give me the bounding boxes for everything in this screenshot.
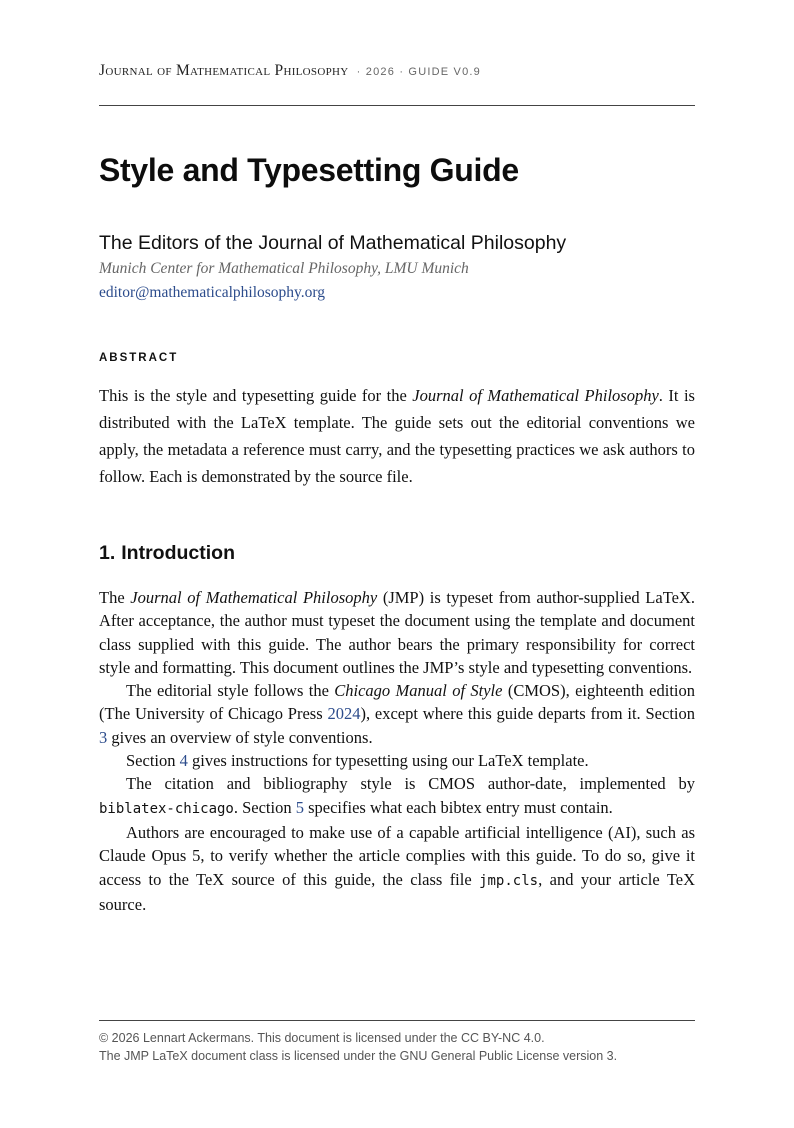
code-jmp-cls: jmp.cls xyxy=(479,872,539,889)
footer-divider xyxy=(99,1020,695,1021)
abstract-label: ABSTRACT xyxy=(99,352,179,364)
author-name: The Editors of the Journal of Mathematical Philosophy xyxy=(99,232,567,254)
footer-class-license-line: The JMP LaTeX document class is licensed under the GNU General Public License version 3. xyxy=(99,1049,618,1063)
section-number: 1. xyxy=(99,542,116,564)
running-head xyxy=(99,62,695,80)
abstract-text: This is the style and typesetting guide for the Journal of Mathematical Philosophy. It is distributed with the LaTeX template. The guide sets out the editorial conventions we apply, the metadata a reference must carry, and the typesetting practices we ask authors to follow. Each is demonstrated by the source file. xyxy=(99,386,695,486)
footer xyxy=(99,1029,695,1065)
author-email-link[interactable]: editor@mathematicalphilosophy.org xyxy=(99,284,326,301)
footer-license-line: © 2026 Lennart Ackermans. This document is licensed under the CC BY-NC 4.0. xyxy=(99,1031,545,1045)
header-divider xyxy=(99,105,695,106)
paragraph: The citation and bibliography style is CMOS author-date, implemented by biblatex-chicago. Section 5 specifies what each bibtex entry must contain. xyxy=(99,774,695,817)
paragraph: Authors are encouraged to make use of a capable artificial intelligence (AI), such as Claude Opus 5, to verify whether the article complies with this guide. To do so, give it access to the TeX source of this guide, the class file jmp.cls, and your article TeX source. xyxy=(99,822,695,914)
section-body xyxy=(99,586,695,916)
paragraph: The editorial style follows the Chicago Manual of Style (CMOS), eighteenth edition (The University of Chicago Press 2024), except where this guide departs from it. Section 3 gives an overview of style conventions. xyxy=(99,681,695,747)
section-3-link[interactable]: 3 xyxy=(99,727,108,747)
section-5-link[interactable]: 5 xyxy=(295,797,304,817)
paragraph: The Journal of Mathematical Philosophy (JMP) is typeset from author-supplied LaTeX. After acceptance, the author must typeset the document using the template and document class supplied with this guide. The author bears the primary responsibility for correct style and formatting. This document outlines the JMP’s style and typesetting conventions. xyxy=(99,588,695,677)
citation-link-2024[interactable]: 2024 xyxy=(327,704,361,724)
page-title: Style and Typesetting Guide xyxy=(99,152,519,188)
author-affiliation: Munich Center for Mathematical Philosophy, LMU Munich xyxy=(99,260,469,277)
code-biblatex-chicago: biblatex-chicago xyxy=(99,800,234,817)
section-title: Introduction xyxy=(121,542,235,564)
section-heading-introduction xyxy=(99,542,235,565)
paragraph: Section 4 gives instructions for typesetting using our LaTeX template. xyxy=(126,751,589,771)
running-head-meta: · 2026 · GUIDE V0.9 xyxy=(356,66,481,78)
abstract-journal-name: Journal of Mathematical Philosophy xyxy=(412,386,659,405)
section-4-link[interactable]: 4 xyxy=(179,751,188,771)
running-head-journal: Journal of Mathematical Philosophy xyxy=(99,62,349,79)
